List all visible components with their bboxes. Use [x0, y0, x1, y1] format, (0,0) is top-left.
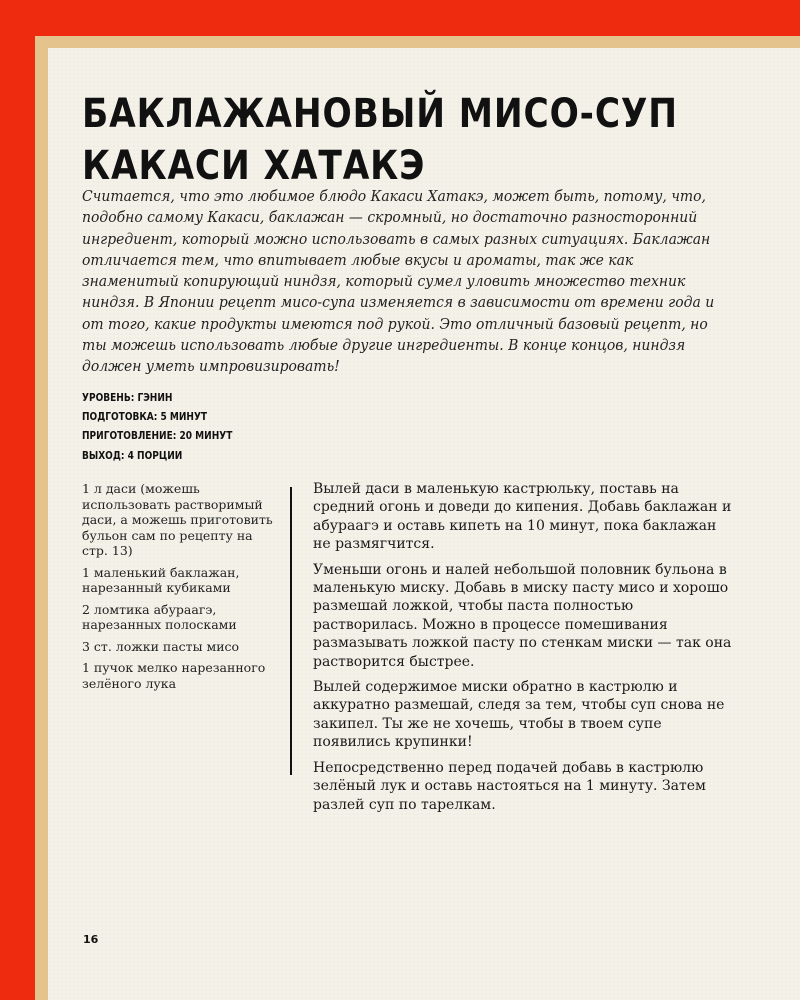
- meta-cook: ПРИГОТОВЛЕНИЕ: 20 МИНУТ: [82, 429, 233, 443]
- step-paragraph: Уменьши огонь и налей небольшой половник бульона в маленькую миску. Добавь в миску пасту мисо и хорошо размешай ложкой, чтобы паста полностью растворилась. Можно в процессе помешивания размазывать ложкой пасту по стенкам миски — так она растворится быстрее.: [313, 561, 732, 670]
- ingredient-item: 1 л даси (можешь использовать растворимый даси, а можешь приготовить бульон сам по рецепту на стр. 13): [82, 481, 273, 558]
- ingredient-item: 1 пучок мелко нарезанного зелёного лука: [82, 660, 266, 691]
- ingredient-item: 2 ломтика абураагэ, нарезанных полосками: [82, 601, 237, 632]
- recipe-steps: [313, 480, 733, 821]
- title-line-1: БАКЛАЖАНОВЫЙ МИСО-СУП: [82, 91, 678, 137]
- column-divider: [290, 487, 292, 775]
- step-paragraph: Непосредственно перед подачей добавь в кастрюлю зелёный лук и оставь настояться на 1 минуту. Затем разлей суп по тарелкам.: [313, 759, 706, 813]
- meta-prep: ПОДГОТОВКА: 5 МИНУТ: [82, 410, 208, 424]
- ingredient-item: 3 ст. ложки пасты мисо: [82, 638, 240, 654]
- page-number: 16: [83, 933, 99, 946]
- ingredients-list: [82, 481, 282, 697]
- recipe-intro: Считается, что это любимое блюдо Какаси Хатакэ, может быть, потому, что, подобно самому Какаси, баклажан — скромный, но достаточно разносторонний ингредиент, который можно использовать в самых разных ситуациях. Баклажан отличается тем, что впитывает любые вкусы и ароматы, так же как знаменитый копирующий ниндзя, который сумел уловить множество техник ниндзя. В Японии рецепт мисо-супа изменяется в зависимости от времени года и от того, какие продукты имеются под рукой. Это отличный базовый рецепт, но ты можешь использовать любые другие ингредиенты. В конце концов, ниндзя должен уметь импровизировать!: [82, 187, 715, 376]
- meta-level: УРОВЕНЬ: ГЭНИН: [82, 391, 173, 404]
- step-paragraph: Вылей содержимое миски обратно в кастрюлю и аккуратно размешай, следя за тем, чтобы суп снова не закипел. Ты же не хочешь, чтобы в твоем супе появились крупинки!: [313, 679, 725, 751]
- recipe-meta: [82, 388, 232, 465]
- step-paragraph: Вылей даси в маленькую кастрюльку, поставь на средний огонь и доведи до кипения. Добавь баклажан и абураагэ и оставь кипеть на 10 минут, пока баклажан не размягчится.: [313, 481, 732, 553]
- title-line-2: КАКАСИ ХАТАКЭ: [82, 143, 426, 189]
- ingredient-item: 1 маленький баклажан, нарезанный кубиками: [82, 564, 240, 595]
- meta-yield: ВЫХОД: 4 ПОРЦИИ: [82, 448, 183, 462]
- recipe-title: [82, 88, 761, 192]
